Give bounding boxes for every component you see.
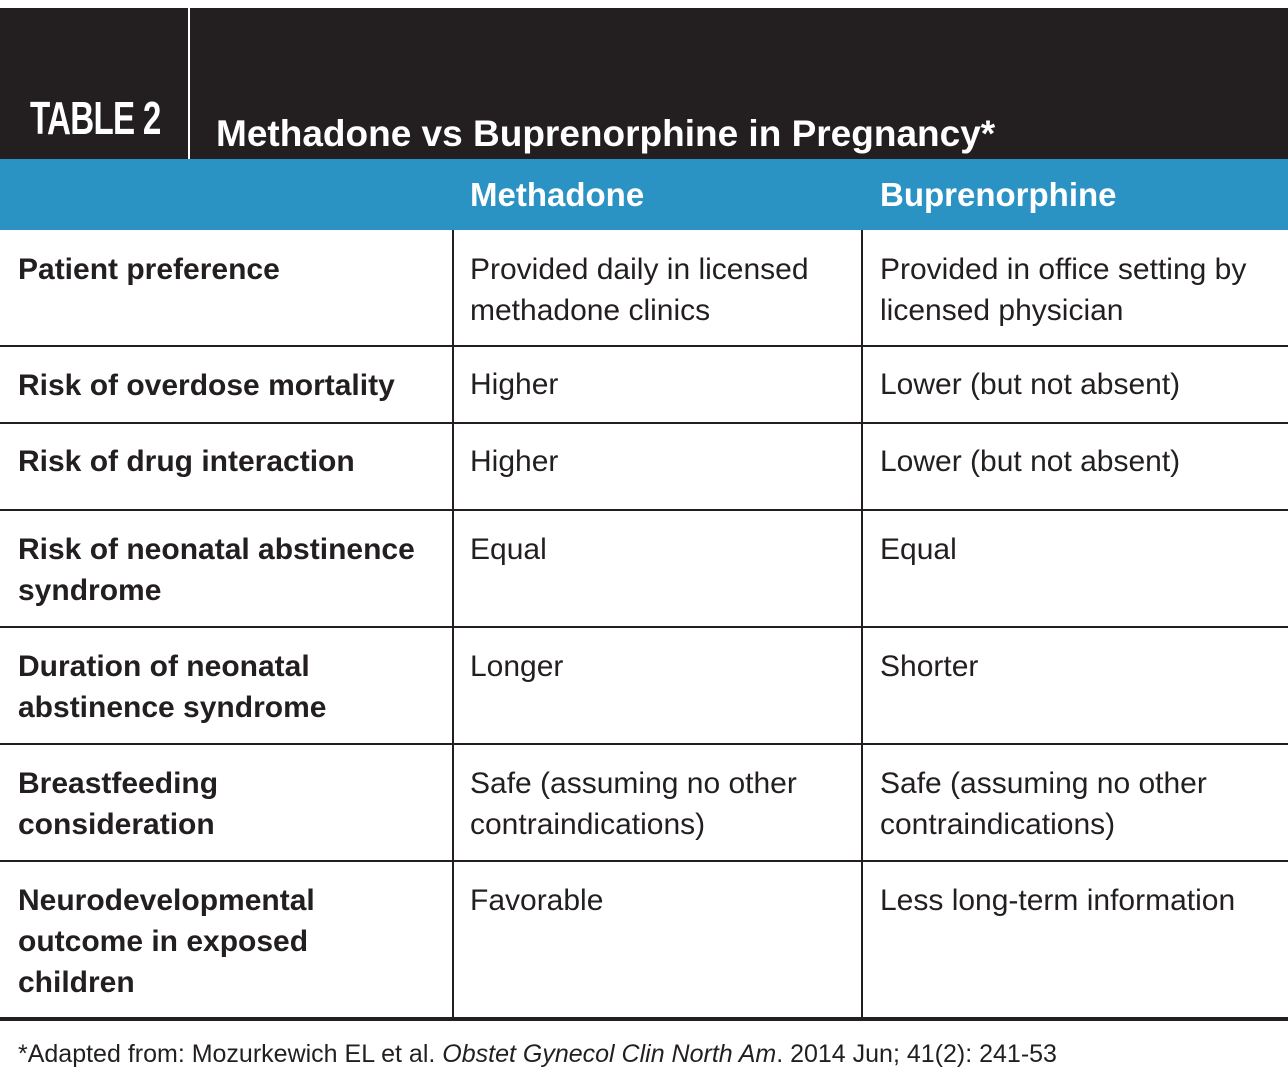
row-label-breastfeeding: Breastfeeding consideration [18, 767, 219, 841]
table-title: Methadone vs Buprenorphine in Pregnancy* [216, 113, 996, 154]
row-divider [0, 860, 1288, 862]
cell-buprenorphine: Lower (but not absent) [880, 368, 1181, 401]
cell-methadone: Higher [470, 368, 559, 401]
footnote-journal: Obstet Gynecol Clin North Am [442, 1040, 777, 1068]
cell-buprenorphine: Shorter [880, 650, 979, 683]
column-header-methadone: Methadone [470, 176, 645, 213]
row-divider [0, 345, 1288, 347]
cell-buprenorphine: Safe (assuming no other contraindications) [880, 767, 1207, 841]
footnote [18, 1040, 1057, 1069]
row-label-neurodevelopmental-outcome: Neurodevelopmental outcome in exposed children [18, 884, 315, 999]
row-label-overdose-mortality: Risk of overdose mortality [18, 369, 395, 402]
column-divider [452, 230, 454, 1020]
cell-methadone: Safe (assuming no other contraindications) [470, 767, 797, 841]
cell-methadone: Equal [470, 533, 547, 566]
cell-buprenorphine: Provided in office setting by licensed physician [880, 253, 1247, 327]
cell-buprenorphine: Lower (but not absent) [880, 445, 1181, 478]
cell-buprenorphine: Less long-term information [880, 884, 1236, 917]
cell-methadone: Favorable [470, 884, 604, 917]
footnote-suffix: . 2014 Jun; 41(2): 241-53 [776, 1040, 1057, 1068]
row-divider [0, 743, 1288, 745]
cell-methadone: Provided daily in licensed methadone clinics [470, 253, 809, 327]
table-number: TABLE 2 [30, 92, 161, 144]
column-header-row [0, 159, 1288, 230]
table-banner [0, 8, 1288, 159]
row-divider [0, 422, 1288, 424]
column-divider [861, 230, 863, 1020]
comparison-table [0, 230, 1288, 1020]
row-label-nas-duration: Duration of neonatal abstinence syndrome [18, 650, 327, 724]
row-label-drug-interaction: Risk of drug interaction [18, 445, 355, 478]
row-label-patient-preference: Patient preference [18, 253, 280, 286]
cell-methadone: Higher [470, 445, 559, 478]
row-divider [0, 509, 1288, 511]
footnote-prefix: *Adapted from: Mozurkewich EL et al. [18, 1040, 443, 1068]
banner-divider [188, 8, 190, 159]
table-bottom-rule [0, 1017, 1288, 1021]
row-divider [0, 626, 1288, 628]
cell-methadone: Longer [470, 650, 564, 683]
row-label-nas-risk: Risk of neonatal abstinence syndrome [18, 533, 415, 607]
column-header-buprenorphine: Buprenorphine [880, 176, 1117, 213]
cell-buprenorphine: Equal [880, 533, 957, 566]
